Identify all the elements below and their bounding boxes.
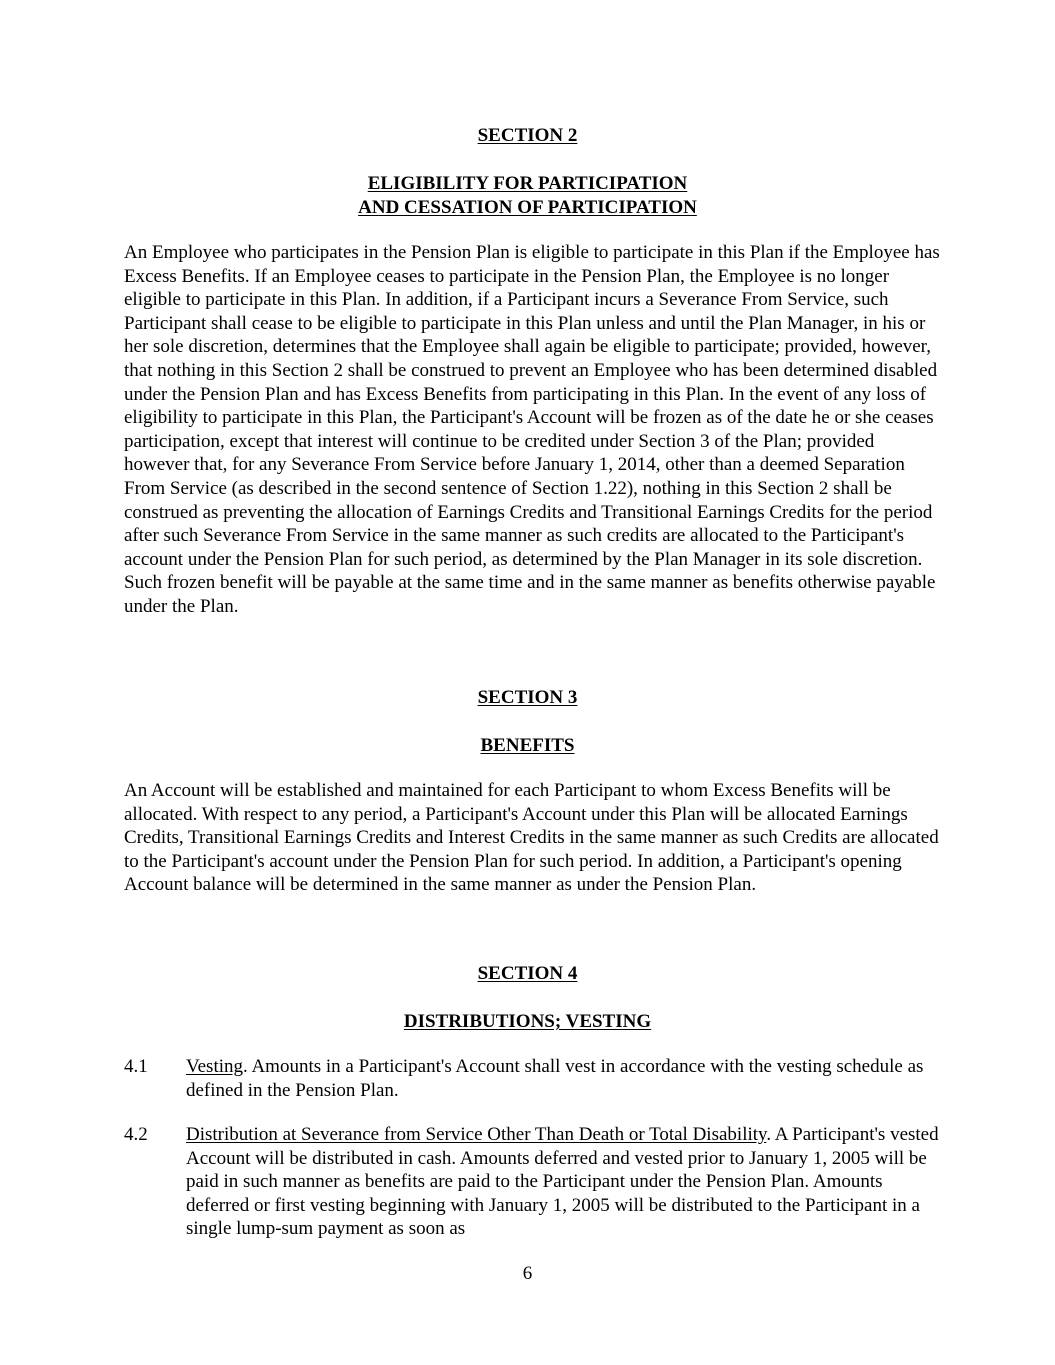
section-3-title-text: BENEFITS	[480, 735, 575, 756]
section-4-title-text: DISTRIBUTIONS; VESTING	[403, 1011, 652, 1032]
section-2-heading-text: SECTION 2	[477, 125, 578, 146]
section-3-heading	[0, 686, 1055, 710]
item-number: 4.1	[124, 1056, 148, 1077]
item-number: 4.2	[124, 1124, 148, 1145]
section-2-heading	[0, 124, 1055, 148]
section-4-item-4-2	[124, 1123, 942, 1241]
item-text: . Amounts in a Participant's Account shall vest in accordance with the vesting schedule as defined in the Pension Plan.	[186, 1056, 924, 1101]
item-text: . A Participant's vested Account will be distributed in cash. Amounts deferred and vested prior to January 1, 2005 will be paid in such manner as benefits are paid to the Participant under the Pension Plan. Amounts deferred or first vesting beginning with January 1, 2005 will be distributed to the Participant in a single lump-sum payment as soon as	[186, 1124, 939, 1240]
section-2-body: An Employee who participates in the Pension Plan is eligible to participate in this Plan if the Employee has Excess Benefits. If an Employee ceases to participate in the Pension Plan, the Employee is no longer eligible to participate in this Plan. In addition, if a Participant incurs a Severance From Service, such Participant shall cease to be eligible to participate in this Plan unless and until the Plan Manager, in his or her sole discretion, determines that the Employee shall again be eligible to participate; provided, however, that nothing in this Section 2 shall be construed to prevent an Employee who has been determined disabled under the Pension Plan and has Excess Benefits from participating in this Plan. In the event of any loss of eligibility to participate in this Plan, the Participant's Account will be frozen as of the date he or she ceases participation, except that interest will continue to be credited under Section 3 of the Plan; provided however that, for any Severance From Service before January 1, 2014, other than a deemed Separation From Service (as described in the second sentence of Section 1.22), nothing in this Section 2 shall be construed as preventing the allocation of Earnings Credits and Transitional Earnings Credits for the period after such Severance From Service in the same manner as such credits are allocated to the Participant's account under the Pension Plan for such period, as determined by the Plan Manager in its sole discretion. Such frozen benefit will be payable at the same time and in the same manner as benefits otherwise payable under the Plan.	[124, 242, 940, 617]
section-3-heading-text: SECTION 3	[477, 687, 578, 708]
section-4-title	[0, 1010, 1055, 1034]
section-2-title-line-2-text: AND CESSATION OF PARTICIPATION	[358, 197, 697, 218]
section-2-title-line-1	[0, 172, 1055, 196]
item-body	[186, 1123, 942, 1241]
section-4-heading	[0, 962, 1055, 986]
section-4-item-4-1	[124, 1055, 942, 1102]
item-body	[186, 1055, 942, 1102]
section-2-title-line-2	[0, 196, 1055, 220]
section-3-title	[0, 734, 1055, 758]
section-3-body: An Account will be established and maintained for each Participant to whom Excess Benefits will be allocated. With respect to any period, a Participant's Account under this Plan will be allocated Earnings Credits, Transitional Earnings Credits and Interest Credits in the same manner as such Credits are allocated to the Participant's account under the Pension Plan for such period. In addition, a Participant's opening Account balance will be determined in the same manner as under the Pension Plan.	[124, 780, 939, 896]
section-4-heading-text: SECTION 4	[477, 963, 578, 984]
section-2-title-line-1-text: ELIGIBILITY FOR PARTICIPATION	[367, 173, 688, 194]
page-number: 6	[522, 1263, 533, 1284]
item-caption: Distribution at Severance from Service Other Than Death or Total Disability	[186, 1124, 767, 1145]
item-caption: Vesting	[186, 1056, 243, 1077]
